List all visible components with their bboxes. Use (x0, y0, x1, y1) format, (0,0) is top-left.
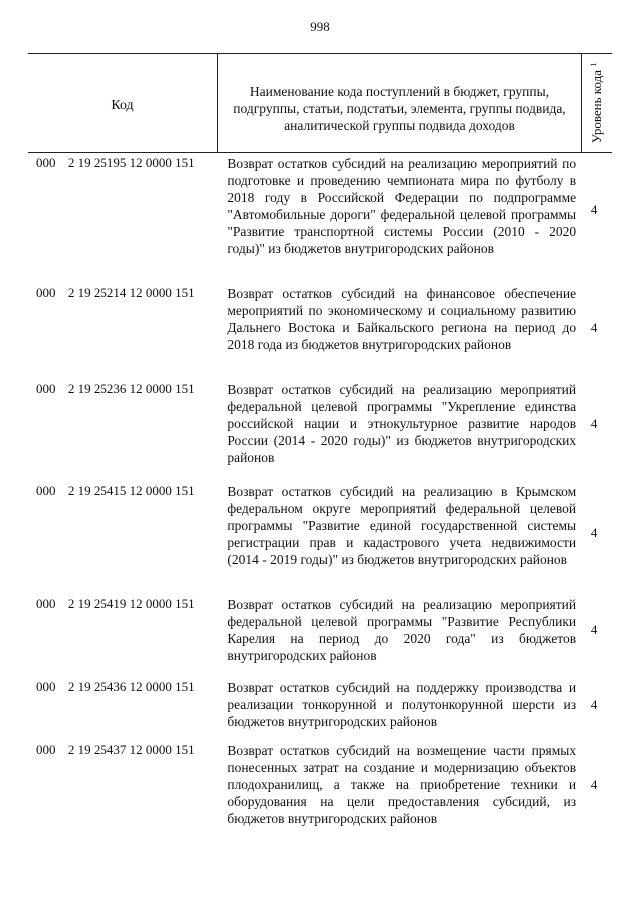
row-prefix: 000 (36, 155, 56, 170)
row-code: 2 19 25415 12 0000 151 (67, 483, 195, 498)
header-code: Код (28, 54, 218, 152)
row-level: 4 (590, 415, 598, 431)
row-name: Возврат остатков субсидий на реализацию мероприятий по подготовке и проведению чемпионата мира по футболу в 2018 году в Российской Федерации по подпрограмме "Автомобильные дороги" федеральной целевой программы "Развитие транспортной системы России (2010 - 2020 годы)" из бюджетов внутригородских районов (227, 156, 577, 256)
row-prefix: 000 (36, 381, 56, 396)
row-name: Возврат остатков субсидий на реализацию в Крымском федеральном округе мероприятий федеральной целевой программы "Развитие единой государственной системы регистрации прав и кадастрового учета недвижимости (2014 - 2019 годы)" из бюджетов внутригородских районов (227, 484, 577, 567)
row-name: Возврат остатков субсидий на реализацию мероприятий федеральной целевой программы "Развитие Республики Карелия на период до 2020 года" из бюджетов внутригородских районов (227, 597, 577, 663)
table-row (28, 285, 612, 370)
row-name: Возврат остатков субсидий на финансовое обеспечение мероприятий по экономическому и социальному развитию Дальнего Востока и Байкальского региона на период до 2018 года из бюджетов внутригородских районов (227, 286, 577, 352)
table-row (28, 596, 612, 664)
table-row (28, 742, 612, 827)
row-prefix: 000 (36, 679, 56, 694)
row-level: 4 (590, 202, 598, 217)
row-prefix: 000 (36, 596, 56, 611)
row-level: 4 (590, 622, 598, 637)
row-code: 2 19 25195 12 0000 151 (67, 155, 195, 170)
row-level: 4 (590, 697, 598, 712)
row-code: 2 19 25419 12 0000 151 (67, 596, 195, 611)
row-level: 4 (590, 525, 598, 540)
header-level-text: Уровень кода (589, 70, 605, 144)
row-prefix: 000 (36, 483, 56, 498)
row-name: Возврат остатков субсидий на поддержку производства и реализации тонкорунной и полутонкорунной шерсти из бюджетов внутригородских районов (227, 680, 577, 729)
row-level: 4 (590, 319, 598, 335)
header-level-label (589, 63, 605, 143)
table-row (28, 155, 612, 265)
row-prefix: 000 (36, 742, 56, 757)
row-name: Возврат остатков субсидий на возмещение части прямых понесенных затрат на создание и модернизацию объектов плодохранилищ, а также на приобретение техники и оборудования на цели предоставления субсидий, из бюджетов внутригородских районов (227, 743, 577, 826)
page-number: 998 (310, 19, 330, 34)
row-prefix: 000 (36, 285, 56, 300)
row-name: Возврат остатков субсидий на реализацию мероприятий федеральной целевой программы "Укрепление единства российской нации и этнокультурное развитие народов России (2014 - 2020 годы)" из бюджетов внутригородских районов (227, 382, 577, 465)
row-code: 2 19 25214 12 0000 151 (67, 285, 195, 300)
header-level-footnote: 1 (588, 62, 598, 67)
table-header (28, 53, 612, 153)
row-level: 4 (590, 776, 598, 792)
row-code: 2 19 25436 12 0000 151 (67, 679, 195, 694)
table-row (28, 679, 612, 731)
row-code: 2 19 25236 12 0000 151 (67, 381, 195, 396)
row-code: 2 19 25437 12 0000 151 (67, 742, 195, 757)
table-row (28, 381, 612, 466)
table-row (28, 483, 612, 583)
header-name: Наименование кода поступлений в бюджет, группы, подгруппы, статьи, подстатьи, элемента, группы подвида, аналитической группы подвида доходов (218, 54, 582, 152)
header-level (582, 54, 612, 152)
